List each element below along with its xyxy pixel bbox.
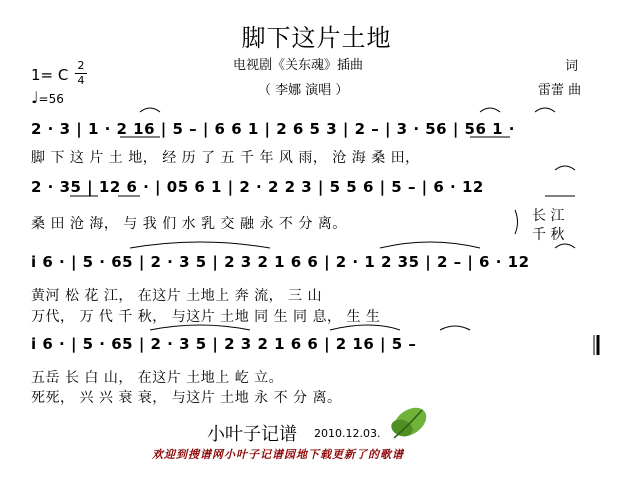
transcription-date: 2010.12.03. <box>314 427 381 440</box>
singer-credit: （ 李娜 演唱 ） <box>258 83 349 98</box>
slur-line-3a <box>130 242 270 248</box>
quarter-note-icon: ♩ <box>31 88 39 107</box>
leaf-logo-icon <box>388 402 431 442</box>
time-signature-bottom: 4 <box>77 74 85 87</box>
slur-line-2 <box>555 166 575 170</box>
slur-line-1c <box>535 108 555 112</box>
alt-lyric-brace <box>515 210 518 234</box>
slur-line-4a <box>150 325 250 330</box>
score-line-1-lyrics: 脚 下 这 片 土 地， 经 历 了 五 千 年 风 雨， 沧 海 桑 田， <box>31 150 420 166</box>
song-title: 脚下这片土地 <box>241 24 392 52</box>
score-line-3-notes: i 6 · | 5 · 65 | 2 · 3 5 | 2 3 2 1 6 6 | 2 · 1 2 35 | 2 – | 6 · 12 <box>31 253 530 271</box>
slur-line-1a <box>140 108 160 112</box>
transcriber-signature: 小叶子记谱 <box>207 424 297 445</box>
alt-lyric-bottom: 千 秋 <box>532 227 565 243</box>
slur-line-3b <box>380 242 480 248</box>
footer-notice: 欢迎到搜谱网小叶子记谱园地下载更新了的歌谱 <box>152 448 404 461</box>
slur-line-4c <box>440 326 470 330</box>
tempo-value: =56 <box>38 92 64 106</box>
score-line-4-lyrics-verse-2: 死死， 兴 兴 衰 衰， 与这片 土地 永 不 分 离。 <box>31 390 342 406</box>
slur-line-3c <box>555 244 575 248</box>
subtitle: 电视剧《关东魂》插曲 <box>233 58 364 73</box>
score-line-1-notes: 2 · 3 | 1 · 2 16 | 5 – | 6 6 1 | 2 6 5 3 | 2 – | 3 · 56 | 56 1 · <box>31 120 515 138</box>
key-signature: 1= C <box>31 66 69 84</box>
score-line-3-lyrics-verse-1: 黄河 松 花 江， 在这片 土地上 奔 流， 三 山 <box>31 288 323 304</box>
slur-line-1b <box>480 108 500 112</box>
lyricist-credit: 词 <box>565 59 579 74</box>
score-line-4-notes: i 6 · | 5 · 65 | 2 · 3 5 | 2 3 2 1 6 6 | 2 16 | 5 – <box>31 335 417 353</box>
composer-credit: 雷蕾 曲 <box>538 83 582 98</box>
score-line-2-notes: 2 · 35 | 12 6 · | 05 6 1 | 2 · 2 2 3 | 5 5 6 | 5 – | 6 · 12 <box>31 178 484 196</box>
slur-line-4b <box>330 325 400 330</box>
score-line-4-lyrics-verse-1: 五岳 长 白 山， 在这片 土地上 屹 立。 <box>31 370 284 386</box>
time-signature-top: 2 <box>77 59 85 72</box>
alt-lyric-top: 长 江 <box>532 208 565 224</box>
score-line-2-lyrics: 桑 田 沧 海， 与 我 们 水 乳 交 融 永 不 分 离。 <box>31 216 347 232</box>
score-line-3-lyrics-verse-2: 万代， 万 代 千 秋， 与这片 土地 同 生 同 息， 生 生 <box>31 309 381 325</box>
